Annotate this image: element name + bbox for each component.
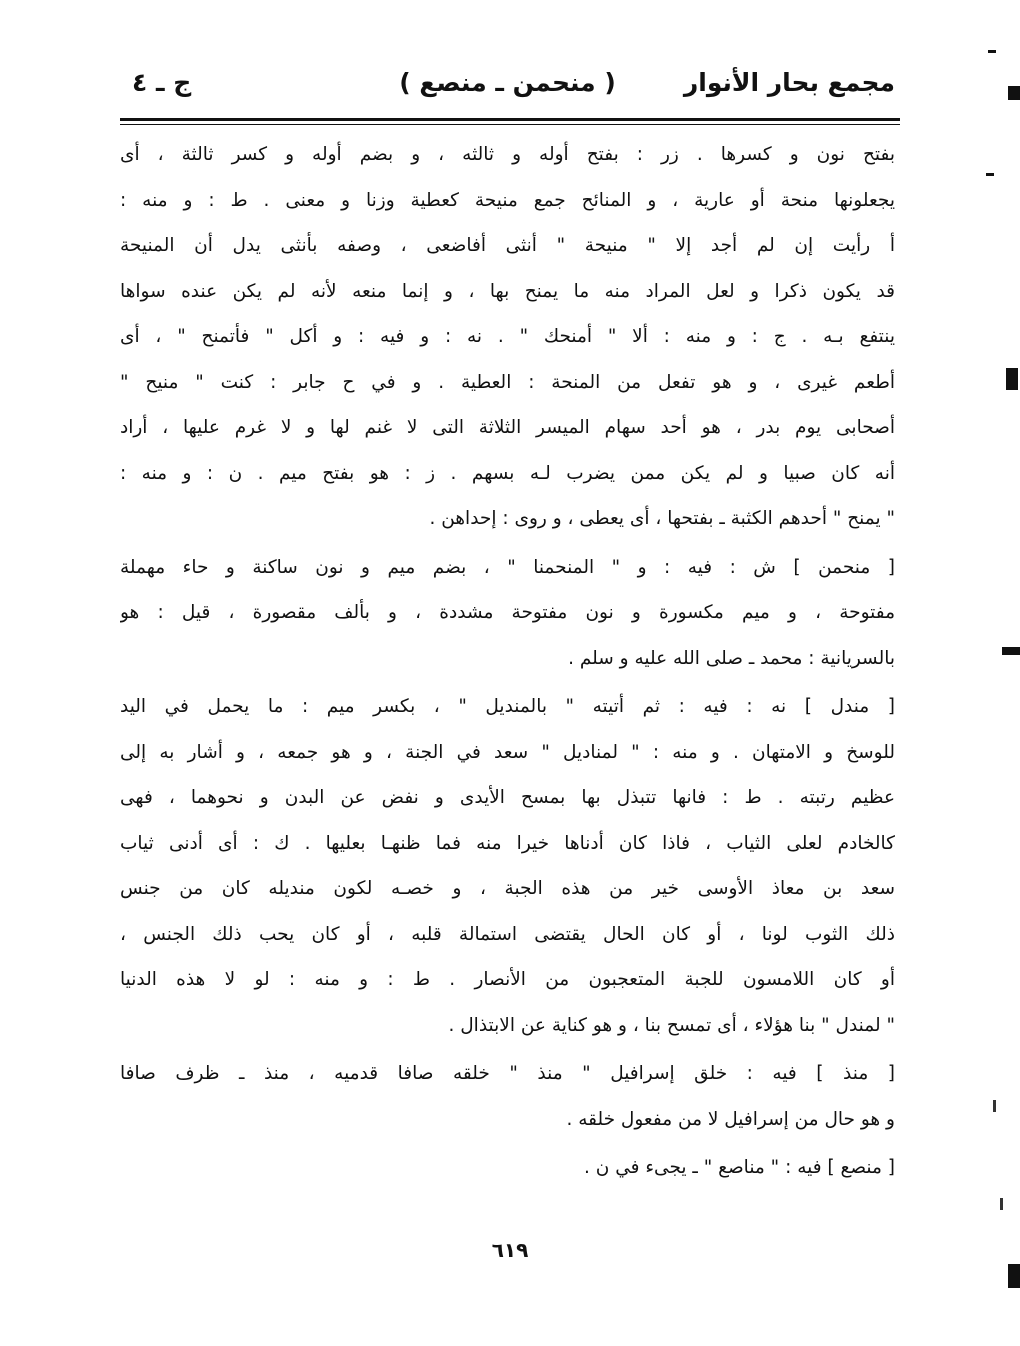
text-line: أصحابى يوم بدر ، هو أحد سهام الميسر الثلاثة التى لا غنم لها و لا غرم عليها ، أراد [120, 417, 895, 438]
text-line: [ منذ ] فيه : خلق إسرافيل " منذ " خلقه صافا قدميه ، منذ ـ ظرف صافا [120, 1063, 895, 1084]
scan-speck [986, 173, 994, 176]
text-line: عظيم رتبته . ط : فانها تتبذل بها بمسح الأيدى و نفض عن البدن و نحوهما ، فهى [120, 787, 895, 808]
paragraph-5 [120, 1145, 895, 1191]
scan-edge-mark [1002, 647, 1020, 655]
paragraph-4 [120, 1051, 895, 1142]
body-text [120, 132, 895, 1191]
header-rule-thin [120, 124, 900, 125]
text-line: كالخادم لعلى الثياب ، فاذا كان أدناها خيرا منه فما ظنهـا بعليها . ك : أى أدنى ثياب [120, 832, 895, 854]
scan-speck [993, 1100, 996, 1112]
text-line: يجعلونها منحة أو عارية ، و المنائح جمع منيحة كعطية وزنا و معنى . ط : و منه : [120, 189, 895, 211]
book-title: مجمع بحار الأنوار [683, 68, 895, 97]
text-line: أ رأيت إن لم أجد إلا " منيحة " أنثى أفاضعى ، وصفه بأنثى يدل أن المنيحة [120, 235, 895, 256]
text-line: سعد بن معاذ الأوسى خير من هذه الجبة ، و خصـه لكون منديله كان من جنس [120, 878, 895, 899]
paragraph-3 [120, 684, 895, 1048]
text-line: للوسخ و الامتهان . و منه : " لمناديل " سعد في الجنة ، و هو جمعه ، و أشار به إلى [120, 741, 895, 763]
paragraph-1 [120, 132, 895, 542]
text-line: و هو حال من إسرافيل لا من مفعول خلقه . [566, 1108, 895, 1130]
text-line: مفتوحة ، و ميم مكسورة و نون مفتوحة مشددة ، و بألف مقصورة ، قيل : هو [120, 602, 895, 623]
scan-edge-mark [1008, 86, 1020, 100]
text-line: ذلك الثوب لونا ، أو كان الحال يقتضى استمالة قلبه ، أو كان يحب ذلك الجنس ، [120, 923, 895, 945]
volume-number: ج ـ ٤ [132, 68, 192, 97]
text-line: أو كان اللامسون للجبة المتعجبون من الأنصار . ط : و منه : لو لا هذه الدنيا [120, 969, 895, 990]
scan-speck [988, 50, 996, 53]
text-line: بالسريانية : محمد ـ صلى الله عليه و سلم . [568, 647, 895, 669]
text-line: " لمندل " بنا هؤلاء ، أى تمسح بنا ، و هو كناية عن الابتذال . [448, 1014, 895, 1036]
text-line: أطعم غيرى ، و هو تفعل من المنحة : العطية . و في ح جابر : كنت " منيح " [120, 371, 895, 393]
text-line: أنه كان صبيا و لم يكن ممن يضرب لـه بسهم . ز : هو بفتح ميم . ن : و منه : [120, 462, 895, 484]
page-number: ٦١٩ [491, 1238, 529, 1262]
running-header [120, 68, 895, 112]
text-line: [ منصع ] فيه : " مناصع " ـ يجىء في ن . [583, 1157, 895, 1178]
text-line: [ مندل ] نه : فيه : ثم أتيته " بالمنديل " ، بكسر ميم : ما يحمل في اليد [120, 696, 895, 717]
text-line: [ منحمن ] ش : فيه : و " المنحمنا " ، بضم ميم و نون ساكنة و حاء مهملة [120, 556, 895, 578]
text-line: قد يكون ذكرا و لعل المراد منه ما يمنح بها ، و إنما منعه لأنه لم يكن عنده سواها [120, 280, 895, 302]
entry-range: ( منحمن ـ منصع ) [399, 68, 616, 97]
paragraph-2 [120, 545, 895, 682]
text-line: " يمنح " أحدهم الكثبة ـ بفتحها ، أى يعطى ، و روى : إحداهن . [429, 508, 895, 529]
header-rule-thick [120, 118, 900, 121]
text-line: بفتح نون و كسرها . زر : بفتح أوله و ثالثه ، و بضم أوله و كسر ثالثة ، أى [120, 144, 895, 165]
scan-speck [1000, 1198, 1003, 1210]
scan-edge-mark [1006, 368, 1018, 390]
scan-edge-mark [1008, 1264, 1020, 1288]
text-line: ينتفع بـه . ج : و منه : ألا " أمنحك " . نه : و فيه : و أكل " فأتمنح " ، أى [120, 326, 895, 347]
